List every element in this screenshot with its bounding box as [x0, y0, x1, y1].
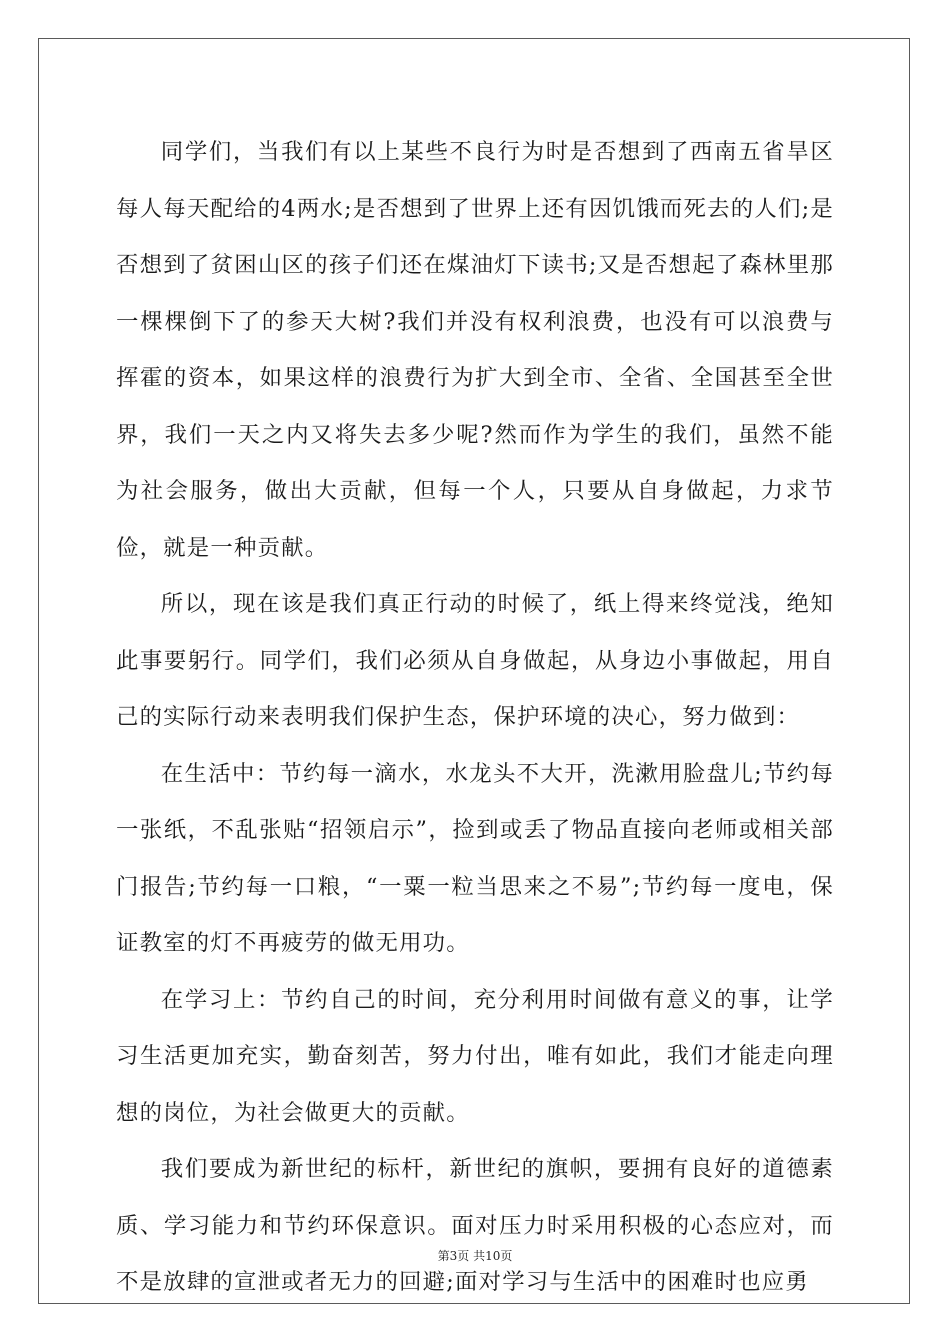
paragraph-4: 在学习上：节约自己的时间，充分利用时间做有意义的事，让学习生活更加充实，勤奋刻苦，努力付出，唯有如此，我们才能走向理想的岗位，为社会做更大的贡献。 [116, 986, 834, 1126]
paragraph-1: 同学们，当我们有以上某些不良行为时是否想到了西南五省旱区每人每天配给的4两水;是否想到了世界上还有因饥饿而死去的人们;是否想到了贫困山区的孩子们还在煤油灯下读书;又是否想起了森林里那一棵棵倒下了的参天大树?我们并没有权利浪费，也没有可以浪费与挥霍的资本，如果这样的浪费行为扩大到全市、全省、全国甚至全世界，我们一天之内又将失去多少呢?然而作为学生的我们，虽然不能为社会服务，做出大贡献，但每一个人，只要从自身做起，力求节俭，就是一种贡献。 [116, 139, 834, 561]
paragraph-2: 所以，现在该是我们真正行动的时候了，纸上得来终觉浅，绝知此事要躬行。同学们，我们必须从自身做起，从身边小事做起，用自己的实际行动来表明我们保护生态，保护环境的决心，努力做到： [116, 591, 834, 730]
document-body [116, 124, 834, 1311]
paragraph-5: 我们要成为新世纪的标杆，新世纪的旗帜，要拥有良好的道德素质、学习能力和节约环保意识。面对压力时采用积极的心态应对，而不是放肆的宣泄或者无力的回避;面对学习与生活中的困难时也应勇 [116, 1156, 834, 1295]
paragraph-3: 在生活中：节约每一滴水，水龙头不大开，洗漱用脸盘儿;节约每一张纸，不乱张贴“招领启示”，捡到或丢了物品直接向老师或相关部门报告;节约每一口粮，“一粟一粒当思来之不易”;节约每一度电，保证教室的灯不再疲劳的做无用功。 [116, 760, 834, 956]
page-number-footer: 第3页 共10页 [437, 1249, 513, 1263]
